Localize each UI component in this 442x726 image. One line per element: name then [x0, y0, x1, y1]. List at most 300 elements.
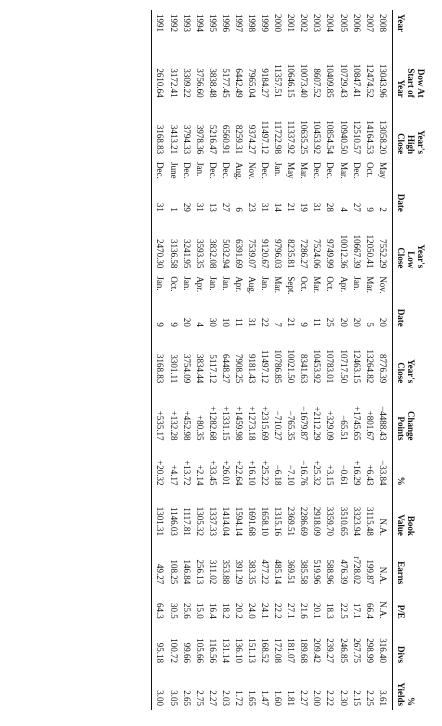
table-cell: +25.22: [260, 460, 271, 486]
header-cell: [406, 588, 416, 622]
table-cell: 10: [220, 317, 231, 327]
header-cell: Dow At: [416, 68, 426, 98]
header-cell: Yields: [392, 667, 406, 710]
table-cell: −65.51: [338, 415, 349, 441]
table-cell: 246.85: [338, 638, 349, 664]
table-cell: 6442.49: [233, 68, 244, 98]
table-cell: Sept.: [286, 276, 297, 295]
table-cell: 22.2: [273, 603, 284, 619]
header-cell: P/E: [392, 588, 406, 622]
header-cell: Year: [392, 10, 406, 45]
table-cell: 16.4: [207, 603, 218, 619]
table-row: [258, 10, 271, 710]
table-cell: −0.61: [338, 464, 349, 486]
table-cell: Nov.: [246, 162, 257, 180]
header-cell: [406, 540, 416, 588]
table-cell: 7524.06: [312, 239, 323, 269]
table-cell: 5117.12: [207, 354, 218, 384]
table-cell: +22.64: [233, 460, 244, 486]
table-cell: 21: [286, 202, 297, 212]
table-cell: 2008: [377, 14, 388, 32]
table-cell: 1117.81: [181, 507, 192, 536]
table-cell: 13058.20: [377, 120, 388, 155]
table-cell: Aug.: [233, 162, 244, 180]
table-cell: 64.3: [152, 588, 167, 622]
table-cell: 6560.91: [220, 124, 231, 155]
table-cell: 8776.39: [377, 354, 388, 384]
table-cell: 2006: [351, 14, 362, 32]
table-cell: 1.65: [246, 690, 257, 706]
table-cell: 316.40: [377, 638, 388, 664]
table-cell: r728.02: [351, 556, 362, 585]
header-cell: [406, 272, 416, 331]
table-cell: 3115.48: [364, 507, 375, 536]
table-cell: 1998: [246, 14, 257, 32]
table-cell: 11497.12: [260, 120, 271, 155]
table-cell: 12463.15: [351, 349, 362, 384]
table-cell: 3.00: [152, 667, 167, 710]
table-cell: 4: [194, 322, 205, 327]
header-cell: Close: [392, 216, 406, 272]
table-cell: 1658.10: [260, 506, 271, 536]
table-cell: 2.22: [325, 690, 336, 706]
table-cell: 31: [152, 193, 167, 216]
table-cell: 7908.25: [233, 354, 244, 384]
table-cell: 172.08: [273, 638, 284, 664]
table-cell: 12510.57: [351, 120, 362, 155]
table-cell: 31: [194, 202, 205, 212]
table-cell: 27.1: [286, 603, 297, 619]
table-cell: Dec.: [325, 162, 336, 179]
table-cell: +132.28: [168, 410, 179, 441]
table-cell: 1146.03: [168, 507, 179, 536]
header-cell: Date: [392, 272, 406, 331]
table-cell: Dec.: [351, 162, 362, 179]
table-cell: 3.05: [168, 690, 179, 706]
header-cell: [416, 331, 426, 387]
table-cell: 2.27: [299, 690, 310, 706]
header-cell: Year's: [416, 130, 426, 155]
table-cell: 12474.52: [364, 63, 375, 98]
table-cell: 5: [364, 322, 375, 327]
table-cell: 3838.48: [207, 68, 218, 98]
table-cell: 9: [364, 207, 375, 212]
table-cell: Mar.: [312, 276, 323, 294]
header-cell: Change: [405, 410, 416, 441]
table-row: [376, 10, 392, 710]
table-cell: −710.27: [273, 410, 284, 441]
table-cell: 10667.39: [351, 234, 362, 269]
table-cell: 3794.33: [181, 124, 192, 155]
header-cell: [406, 623, 416, 667]
table-cell: +2112.29: [312, 406, 323, 441]
header-cell: [416, 540, 426, 588]
table-cell: 31: [260, 202, 271, 212]
table-cell: 181.07: [286, 638, 297, 664]
table-cell: 10729.43: [338, 63, 349, 98]
table-row: [219, 10, 232, 710]
table-cell: 1: [168, 207, 179, 212]
table-cell: 6448.27: [220, 354, 231, 384]
table-cell: 18.3: [325, 603, 336, 619]
header-row-1: [416, 10, 426, 710]
table-cell: 9181.43: [246, 354, 257, 384]
table-cell: 1993: [181, 14, 192, 32]
table-cell: 30.5: [168, 603, 179, 619]
table-cell: 11497.12: [260, 349, 271, 384]
table-cell: 3359.70: [325, 506, 336, 536]
table-cell: Oct.: [168, 276, 179, 292]
table-row: [324, 10, 337, 710]
table-cell: Dec.: [220, 162, 231, 179]
table-cell: +3.15: [325, 464, 336, 486]
table-cell: 5177.45: [220, 68, 231, 98]
table-cell: Dec.: [152, 158, 167, 193]
header-cell: [416, 490, 426, 540]
header-cell: [406, 445, 416, 490]
table-cell: 4: [338, 207, 349, 212]
table-row: [272, 10, 285, 710]
table-cell: 3593.35: [194, 239, 205, 269]
table-cell: 1.81: [286, 690, 297, 706]
table-cell: 15.0: [194, 603, 205, 619]
table-cell: N.A.: [377, 518, 388, 536]
header-cell: Points: [392, 387, 406, 444]
header-cell: [416, 158, 426, 216]
table-cell: 24.1: [260, 603, 271, 619]
table-cell: 8607.52: [312, 68, 323, 98]
table-cell: +535.17: [152, 387, 167, 444]
table-cell: 20.2: [233, 603, 244, 619]
table-cell: 7965.04: [246, 68, 257, 98]
table-row: [311, 10, 324, 710]
header-cell: [416, 272, 426, 331]
header-row-3: [392, 10, 406, 710]
table-cell: 2000: [273, 14, 284, 32]
header-cell: %: [405, 697, 416, 706]
table-cell: 13264.82: [364, 349, 375, 384]
table-cell: 49.27: [152, 540, 167, 588]
table-cell: 18.2: [220, 603, 231, 619]
table-cell: 1.72: [233, 690, 244, 706]
table-cell: −6.18: [273, 464, 284, 486]
table-cell: 3172.41: [168, 68, 179, 98]
table-row: [152, 10, 167, 710]
table-cell: 385.58: [299, 559, 310, 585]
table-cell: 10783.01: [325, 349, 336, 384]
table-cell: 10786.85: [273, 349, 284, 384]
table-cell: +1459.98: [233, 406, 244, 441]
table-cell: 14164.53: [364, 120, 375, 155]
table-cell: 1997: [233, 14, 244, 32]
table-row: [363, 10, 376, 710]
table-cell: −4488.43: [377, 406, 388, 441]
table-cell: 10854.54: [325, 120, 336, 155]
table-cell: +13.72: [181, 460, 192, 486]
table-cell: +20.32: [152, 445, 167, 490]
table-cell: 476.39: [338, 559, 349, 585]
table-cell: 9: [168, 322, 179, 327]
table-cell: 24.0: [246, 603, 257, 619]
table-cell: Apr.: [338, 276, 349, 293]
table-cell: 100.72: [168, 638, 179, 664]
table-cell: Dec.: [312, 162, 323, 179]
table-cell: 1994: [194, 14, 205, 32]
table-cell: 11: [233, 318, 244, 327]
table-cell: 1.47: [260, 690, 271, 706]
table-cell: Jan.: [351, 276, 362, 291]
table-cell: 2.75: [194, 690, 205, 706]
table-cell: 22.5: [338, 603, 349, 619]
table-row: [167, 10, 180, 710]
header-cell: %: [392, 445, 406, 490]
table-row: [298, 10, 311, 710]
table-cell: 1315.16: [273, 506, 284, 536]
table-cell: +25.32: [312, 460, 323, 486]
table-cell: 9120.67: [260, 239, 271, 269]
table-cell: 6: [233, 207, 244, 212]
table-cell: +2.14: [194, 464, 205, 486]
header-cell: Value: [392, 490, 406, 540]
table-cell: 3241.95: [181, 239, 192, 269]
table-cell: −16.76: [299, 460, 310, 486]
table-cell: 9374.27: [246, 124, 257, 155]
table-cell: 22: [260, 317, 271, 327]
table-cell: 7552.29: [377, 239, 388, 269]
dow-history-table: [151, 10, 426, 710]
table-cell: 209.42: [312, 638, 323, 664]
table-cell: Jan.: [194, 162, 205, 177]
table-cell: 2369.51: [286, 506, 297, 536]
table-cell: 31: [312, 202, 323, 212]
table-cell: 9: [152, 308, 167, 331]
table-cell: 136.10: [233, 638, 244, 664]
table-cell: 9: [299, 322, 310, 327]
table-cell: 20: [377, 317, 388, 327]
table-cell: Dec.: [260, 162, 271, 179]
table-cell: Jan.: [152, 272, 167, 308]
table-cell: 12050.41: [364, 234, 375, 269]
header-cell: [416, 623, 426, 667]
table-cell: 8259.31: [233, 124, 244, 155]
table-cell: 27: [351, 202, 362, 212]
table-cell: 11357.51: [273, 64, 284, 98]
table-cell: 21: [286, 317, 297, 327]
table-cell: 27: [220, 202, 231, 212]
table-cell: Oct.: [299, 276, 310, 292]
table-cell: 2002: [299, 14, 310, 32]
table-cell: 3413.21: [168, 124, 179, 155]
table-cell: −1679.87: [299, 406, 310, 441]
table-cell: 2.27: [207, 690, 218, 706]
table-cell: 1305.32: [194, 506, 205, 536]
table-cell: 31: [246, 317, 257, 327]
table-cell: +33.45: [207, 460, 218, 486]
table-cell: 2.25: [364, 690, 375, 706]
table-cell: 3978.36: [194, 124, 205, 155]
table-cell: 7286.27: [299, 239, 310, 269]
table-cell: May: [286, 162, 297, 179]
table-cell: 256.13: [194, 559, 205, 585]
table-cell: Jan.: [220, 276, 231, 291]
table-cell: 2918.09: [312, 506, 323, 536]
table-cell: 95.18: [152, 623, 167, 667]
table-cell: +16.10: [246, 460, 257, 486]
table-cell: +1282.68: [207, 406, 218, 441]
table-cell: Dec.: [181, 162, 192, 179]
table-cell: +1273.18: [246, 406, 257, 441]
table-cell: 391.29: [233, 559, 244, 585]
table-cell: 3323.94: [351, 506, 362, 536]
table-cell: Oct.: [364, 162, 375, 178]
header-cell: [406, 158, 416, 216]
table-cell: N.A.: [377, 601, 388, 619]
header-cell: [416, 588, 426, 622]
table-cell: May: [377, 162, 388, 179]
table-row: [193, 10, 206, 710]
table-cell: 1691.68: [246, 506, 257, 536]
header-cell: [416, 667, 426, 710]
table-cell: Apr.: [194, 276, 205, 293]
table-cell: 5216.47: [207, 124, 218, 155]
table-cell: 116.56: [207, 638, 218, 664]
header-cell: [416, 387, 426, 444]
table-cell: +16.29: [351, 460, 362, 486]
table-cell: 66.4: [364, 603, 375, 619]
table-cell: N.A.: [377, 566, 388, 585]
header-cell: Start of: [405, 68, 416, 98]
table-cell: +801.67: [364, 410, 375, 441]
table-cell: 10453.92: [312, 120, 323, 155]
table-cell: 9749.99: [325, 239, 336, 269]
table-cell: 7539.07: [246, 239, 257, 269]
table-cell: +6.43: [364, 464, 375, 486]
table-cell: 1995: [207, 14, 218, 32]
table-cell: +26.01: [220, 460, 231, 486]
table-cell: 20: [351, 317, 362, 327]
table-cell: 2610.64: [152, 45, 167, 101]
header-cell: Close: [392, 331, 406, 387]
table-cell: 2470.30: [152, 216, 167, 272]
table-cell: Aug.: [246, 276, 257, 295]
table-cell: 3.61: [377, 690, 388, 706]
table-cell: 519.96: [312, 559, 323, 585]
table-cell: 3754.09: [181, 354, 192, 384]
table-row: [232, 10, 245, 710]
table-cell: 25: [325, 317, 336, 327]
header-cell: Book: [405, 515, 416, 536]
table-cell: 10409.85: [325, 63, 336, 98]
table-cell: 8235.81: [286, 239, 297, 269]
table-cell: 8341.63: [299, 354, 310, 384]
table-cell: 2004: [325, 14, 336, 32]
table-cell: 189.68: [299, 638, 310, 664]
table-cell: 2001: [286, 14, 297, 32]
table-cell: 10847.41: [351, 63, 362, 98]
table-cell: −33.84: [377, 460, 388, 486]
table-cell: 2: [377, 207, 388, 212]
table-cell: 131.14: [220, 638, 231, 664]
table-cell: 3756.60: [194, 68, 205, 98]
table-cell: Mar.: [273, 276, 284, 294]
table-row: [180, 10, 193, 710]
table-cell: 30: [207, 317, 218, 327]
table-cell: 17.1: [351, 603, 362, 619]
table-cell: 1996: [220, 14, 231, 32]
table-cell: 13: [207, 202, 218, 212]
table-cell: 298.99: [364, 638, 375, 664]
table-cell: −765.35: [286, 410, 297, 441]
table-cell: Oct.: [325, 276, 336, 292]
table-cell: 2.65: [181, 690, 192, 706]
header-cell: Date: [392, 158, 406, 216]
table-cell: 108.25: [168, 559, 179, 585]
table-cell: 21.6: [299, 603, 310, 619]
table-cell: 29: [181, 202, 192, 212]
table-cell: Jan.: [181, 276, 192, 291]
table-cell: 10021.50: [286, 349, 297, 384]
table-cell: 3301.11: [168, 354, 179, 384]
table-cell: 5032.94: [220, 239, 231, 269]
table-cell: 383.35: [246, 559, 257, 585]
table-cell: Dec.: [207, 162, 218, 179]
header-cell: Divs: [392, 623, 406, 667]
header-cell: Year: [392, 45, 406, 101]
table-cell: 3834.44: [194, 354, 205, 384]
table-cell: +4.17: [168, 464, 179, 486]
table-cell: 10012.36: [338, 234, 349, 269]
table-cell: 10940.50: [338, 120, 349, 155]
table-cell: Mar.: [364, 276, 375, 294]
table-cell: 311.02: [207, 559, 218, 585]
table-cell: 25.6: [181, 603, 192, 619]
table-cell: 3309.22: [181, 68, 192, 98]
table-cell: 9184.27: [260, 68, 271, 98]
header-row-2: [406, 10, 416, 710]
table-cell: −7.10: [286, 464, 297, 486]
table-cell: 267.75: [351, 638, 362, 664]
table-cell: 485.14: [273, 559, 284, 585]
table-cell: 105.66: [194, 638, 205, 664]
table-cell: 369.51: [286, 559, 297, 585]
table-cell: 11: [312, 318, 323, 327]
table-header: [392, 10, 426, 710]
table-cell: 1337.33: [207, 506, 218, 536]
table-cell: 477.22: [260, 559, 271, 585]
table-cell: 1991: [152, 10, 167, 45]
table-cell: 9796.03: [273, 239, 284, 269]
header-cell: High: [405, 135, 416, 155]
table-cell: 1414.04: [220, 506, 231, 536]
table-cell: 3168.83: [152, 331, 167, 387]
table-cell: 353.88: [220, 559, 231, 585]
table-cell: 588.96: [325, 559, 336, 585]
table-cell: 3168.83: [152, 102, 167, 158]
table-cell: 2003: [312, 14, 323, 32]
table-cell: 3832.08: [207, 239, 218, 269]
table-cell: 2.30: [338, 690, 349, 706]
table-cell: 10635.25: [299, 120, 310, 155]
table-cell: 2286.69: [299, 506, 310, 536]
table-cell: 2.00: [312, 690, 323, 706]
table-cell: Apr.: [233, 276, 244, 293]
table-cell: 10453.92: [312, 349, 323, 384]
header-cell: Close: [392, 102, 406, 158]
table-row: [285, 10, 298, 710]
table-cell: 239.27: [325, 638, 336, 664]
table-cell: 2007: [364, 14, 375, 32]
table-cell: 20: [338, 317, 349, 327]
